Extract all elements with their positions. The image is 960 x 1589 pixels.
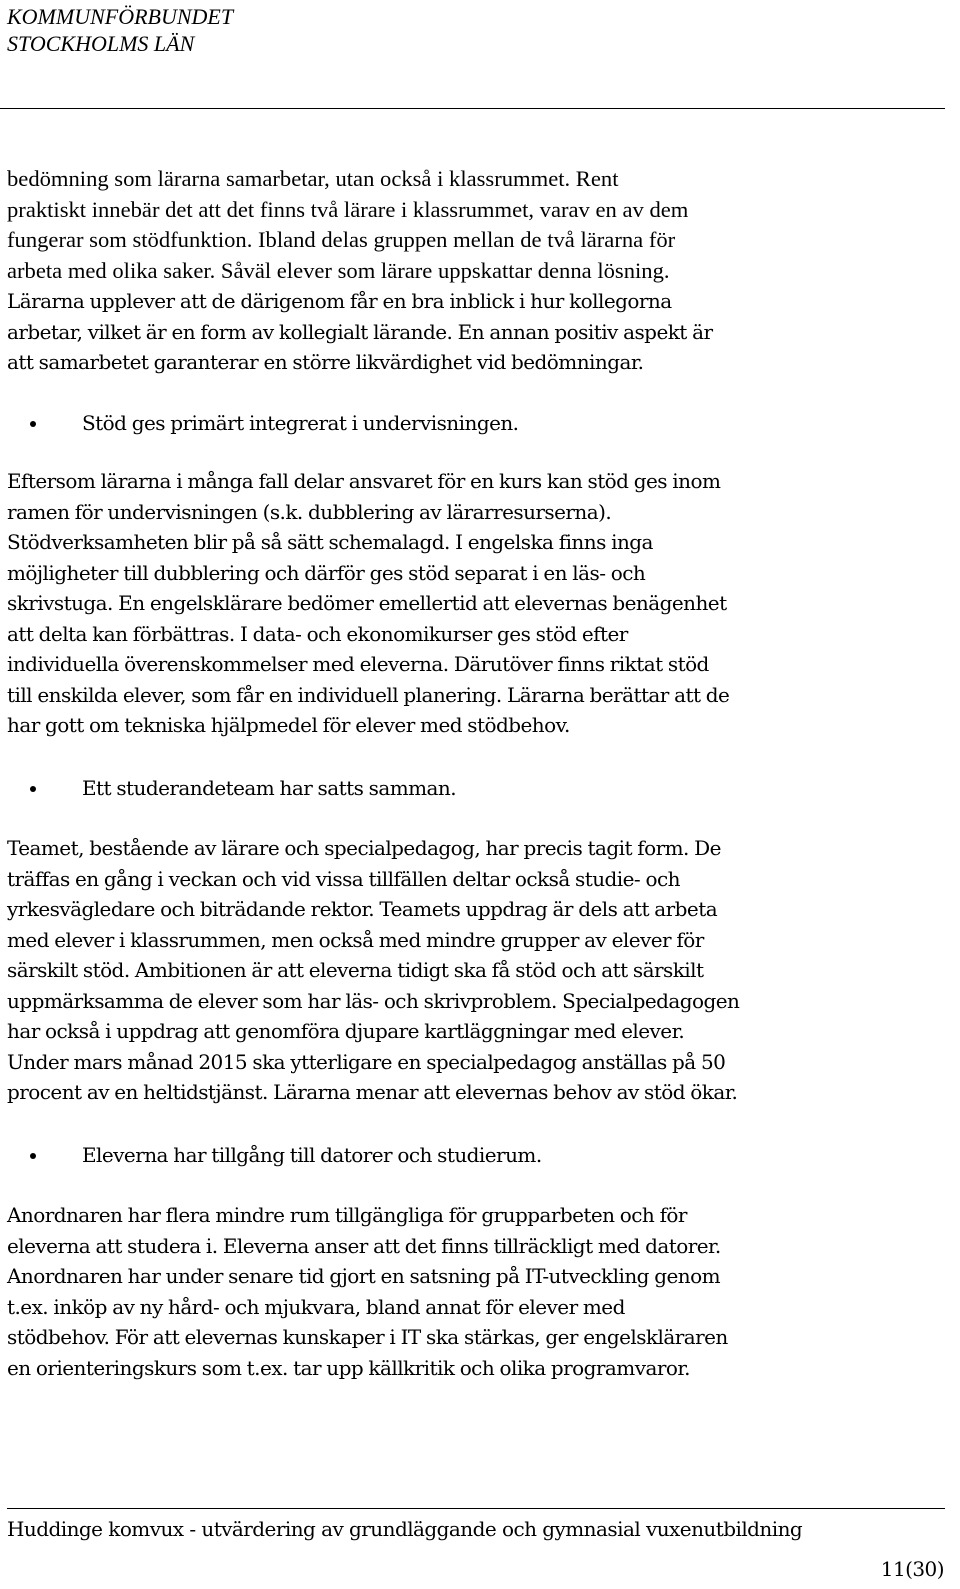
text-line: arbeta med olika saker. Såväl elever som lärare uppskattar denna lösning. <box>7 257 670 283</box>
text-line: särskilt stöd. Ambitionen är att eleverna tidigt ska få stöd och att särskilt <box>7 958 704 982</box>
text-line: ramen för undervisningen (s.k. dubblering av lärarresurserna). <box>7 499 612 524</box>
text-line: har gott om tekniska hjälpmedel för elever med stödbehov. <box>7 713 570 737</box>
bullet-item <box>7 773 952 804</box>
bullet-text: Eleverna har tillgång till datorer och studierum. <box>82 1142 542 1167</box>
bullet-icon <box>30 1153 36 1159</box>
text-line: Under mars månad 2015 ska ytterligare en specialpedagog anställas på 50 <box>7 1049 726 1074</box>
footer-divider <box>7 1508 945 1509</box>
bullet-text: Ett studerandeteam har satts samman. <box>82 775 457 800</box>
page-number: 11(30) <box>880 1557 944 1581</box>
text-line: en orienteringskurs som t.ex. tar upp källkritik och olika programvaror. <box>7 1355 690 1380</box>
text-line: att delta kan förbättras. I data- och ekonomikurser ges stöd efter <box>7 621 628 646</box>
text-line: skrivstuga. En engelsklärare bedömer emellertid att elevernas benägenhet <box>7 591 727 615</box>
text-line: Lärarna upplever att de därigenom får en bra inblick i hur kollegorna <box>7 289 672 313</box>
text-line: individuella överenskommelser med eleverna. Därutöver finns riktat stöd <box>7 652 709 676</box>
org-name-line-1: KOMMUNFÖRBUNDET <box>7 4 234 29</box>
text-line: praktiskt innebär det att det finns två lärare i klassrummet, varav en av dem <box>7 196 689 222</box>
text-line: har också i uppdrag att genomföra djupare kartläggningar med elever. <box>7 1019 685 1043</box>
text-line: att samarbetet garanterar en större likvärdighet vid bedömningar. <box>7 350 644 374</box>
bullet-text: Stöd ges primärt integrerat i undervisningen. <box>82 410 519 435</box>
text-line: yrkesvägledare och biträdande rektor. Teamets uppdrag är dels att arbeta <box>7 897 718 921</box>
text-line: Anordnaren har flera mindre rum tillgängliga för grupparbeten och för <box>7 1203 687 1227</box>
text-line: Stödverksamheten blir på så sätt schemalagd. I engelska finns inga <box>7 530 653 554</box>
page-header <box>7 3 233 57</box>
bullet-item <box>7 1140 952 1171</box>
bullet-icon <box>30 421 36 427</box>
text-line: uppmärksamma de elever som har läs- och skrivproblem. Specialpedagogen <box>7 988 740 1013</box>
text-line: fungerar som stödfunktion. Ibland delas gruppen mellan de två lärarna för <box>7 227 676 252</box>
footer-title: Huddinge komvux - utvärdering av grundläggande och gymnasial vuxenutbildning <box>7 1517 803 1541</box>
paragraph-student-team <box>7 833 952 1108</box>
text-line: procent av en heltidstjänst. Lärarna menar att elevernas behov av stöd ökar. <box>7 1080 738 1104</box>
text-line: t.ex. inköp av ny hård- och mjukvara, bland annat för elever med <box>7 1294 625 1319</box>
text-line: eleverna att studera i. Eleverna anser att det finns tillräckligt med datorer. <box>7 1233 721 1258</box>
paragraph-computers-rooms <box>7 1200 952 1383</box>
text-line: med elever i klassrummen, men också med mindre grupper av elever för <box>7 927 704 952</box>
text-line: till enskilda elever, som får en individuell planering. Lärarna berättar att de <box>7 682 730 707</box>
paragraph-collaboration <box>7 286 952 378</box>
text-line: träffas en gång i veckan och vid vissa tillfällen deltar också studie- och <box>7 866 680 891</box>
bullet-item <box>7 408 952 439</box>
org-name-line-2: STOCKHOLMS LÄN <box>7 31 195 56</box>
text-line: stödbehov. För att elevernas kunskaper i IT ska stärkas, ger engelskläraren <box>7 1325 728 1349</box>
paragraph-integrated-support <box>7 466 952 741</box>
bullet-icon <box>30 786 36 792</box>
text-line: arbetar, vilket är en form av kollegialt lärande. En annan positiv aspekt är <box>7 319 713 344</box>
text-line: möjligheter till dubblering och därför ges stöd separat i en läs- och <box>7 560 646 585</box>
document-body <box>7 164 952 1383</box>
text-line: Anordnaren har under senare tid gjort en satsning på IT-utveckling genom <box>7 1264 720 1288</box>
paragraph-collaboration-intro <box>7 164 952 286</box>
text-line: Eftersom lärarna i många fall delar ansvaret för en kurs kan stöd ges inom <box>7 469 721 493</box>
text-line: bedömning som lärarna samarbetar, utan också i klassrummet. Rent <box>7 166 619 191</box>
header-divider <box>0 108 945 109</box>
text-line: Teamet, bestående av lärare och specialpedagog, har precis tagit form. De <box>7 836 721 860</box>
